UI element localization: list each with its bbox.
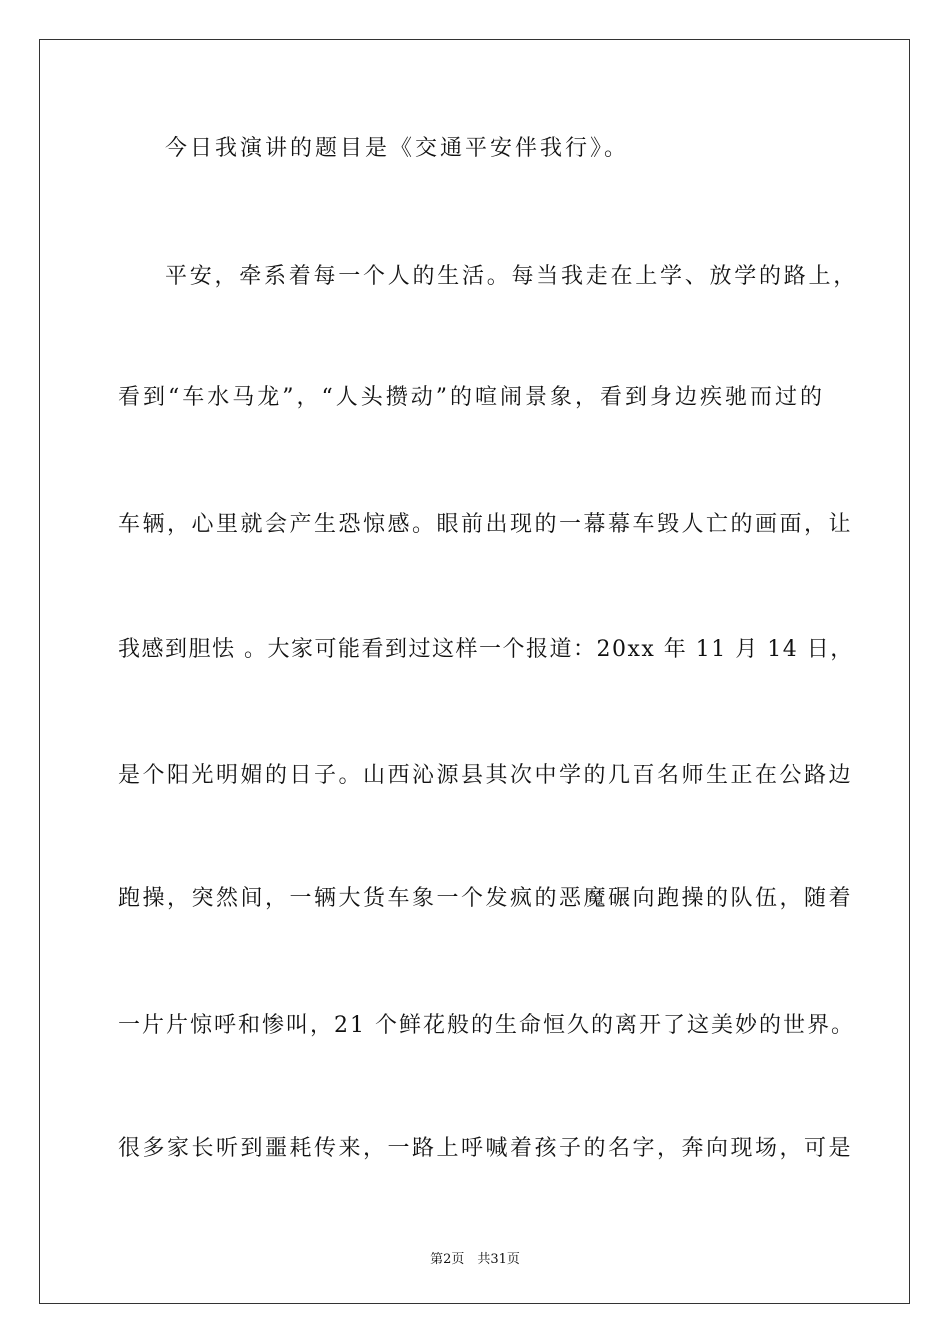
paragraph-line-5: 我感到胆怯 。大家可能看到过这样一个报道：20xx 年 11 月 14 日， [118, 637, 854, 662]
paragraph-line-6: 是个阳光明媚的日子。山西沁源县其次中学的几百名师生正在公路边 [118, 763, 854, 788]
paragraph-line-9: 很多家长听到噩耗传来，一路上呼喊着孩子的名字，奔向现场，可是 [118, 1136, 854, 1161]
page-number-footer: 第2页 共31页 [430, 1252, 520, 1267]
paragraph-line-1: 今日我演讲的题目是《交通平安伴我行》。 [165, 136, 630, 161]
paragraph-line-4: 车辆，心里就会产生恐惊感。眼前出现的一幕幕车毁人亡的画面，让 [118, 512, 854, 537]
paragraph-line-7: 跑操，突然间，一辆大货车象一个发疯的恶魔碾向跑操的队伍，随着 [118, 886, 854, 911]
paragraph-line-3: 看到“车水马龙”，“人头攒动”的喧闹景象，看到身边疾驰而过的 [118, 385, 825, 410]
page-border [39, 39, 910, 1304]
paragraph-line-2: 平安，牵系着每一个人的生活。每当我走在上学、放学的路上， [165, 264, 859, 289]
paragraph-line-8: 一片片惊呼和惨叫，21 个鲜花般的生命恒久的离开了这美妙的世界。 [118, 1013, 855, 1038]
